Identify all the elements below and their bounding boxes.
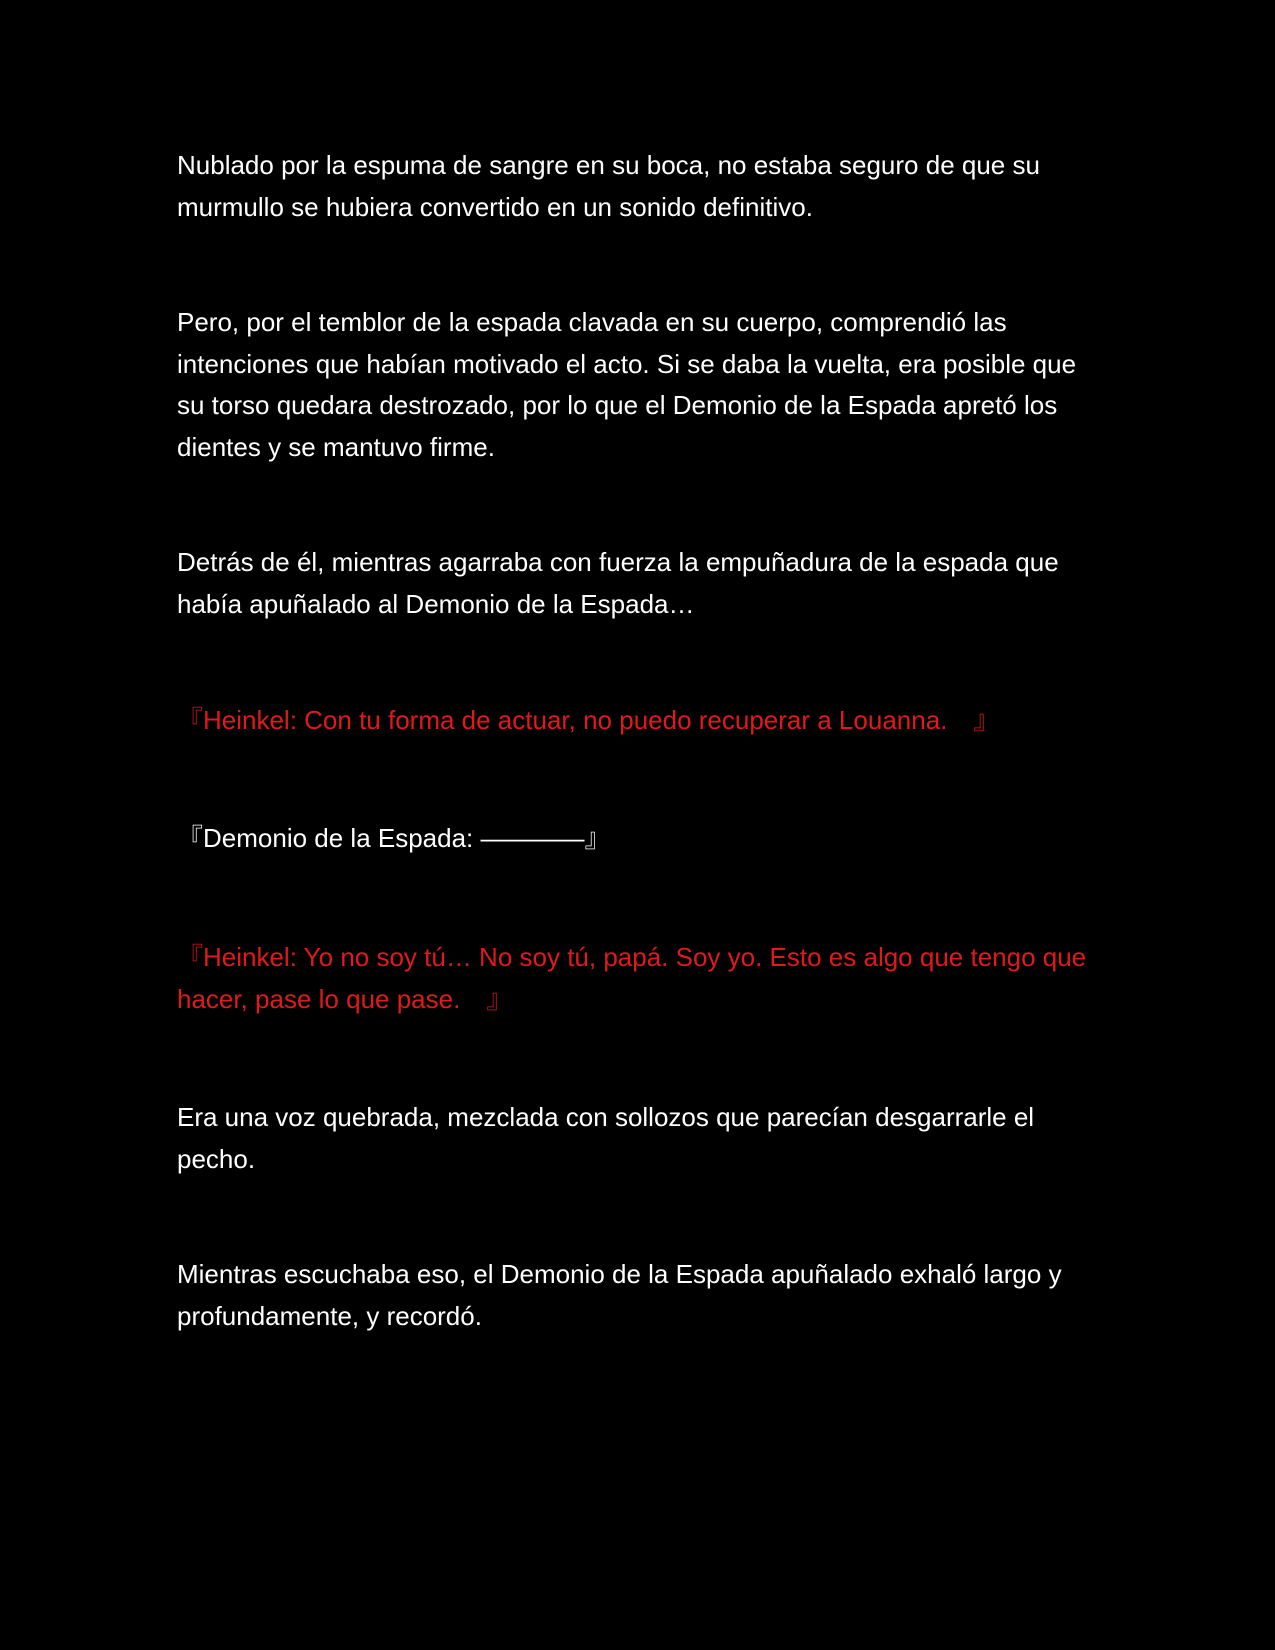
narration-paragraph-2: Pero, por el temblor de la espada clavada en su cuerpo, comprendió las intenciones que habían motivado el acto. Si se daba la vuelta, era posible que su torso quedara destrozado, por lo que el Demonio de la Espada apretó los dientes y se mantuvo firme.	[177, 307, 1077, 462]
narration-paragraph-5: Mientras escuchaba eso, el Demonio de la Espada apuñalado exhaló largo y profundamente, y recordó.	[177, 1259, 1062, 1331]
demon-dialogue: 『Demonio de la Espada: ————』	[177, 823, 611, 853]
heinkel-dialogue-2: 『Heinkel: Yo no soy tú… No soy tú, papá. Soy yo. Esto es algo que tengo que hacer, pase lo que pase. 』	[177, 942, 1087, 1014]
narration-paragraph-3: Detrás de él, mientras agarraba con fuerza la empuñadura de la espada que había apuñalado al Demonio de la Espada…	[177, 547, 1059, 619]
narration-paragraph-4: Era una voz quebrada, mezclada con sollozos que parecían desgarrarle el pecho.	[177, 1102, 1035, 1174]
narration-paragraph-1: Nublado por la espuma de sangre en su boca, no estaba seguro de que su murmullo se hubiera convertido en un sonido definitivo.	[177, 150, 1040, 222]
heinkel-dialogue-1: 『Heinkel: Con tu forma de actuar, no puedo recuperar a Louanna. 』	[177, 705, 1000, 735]
